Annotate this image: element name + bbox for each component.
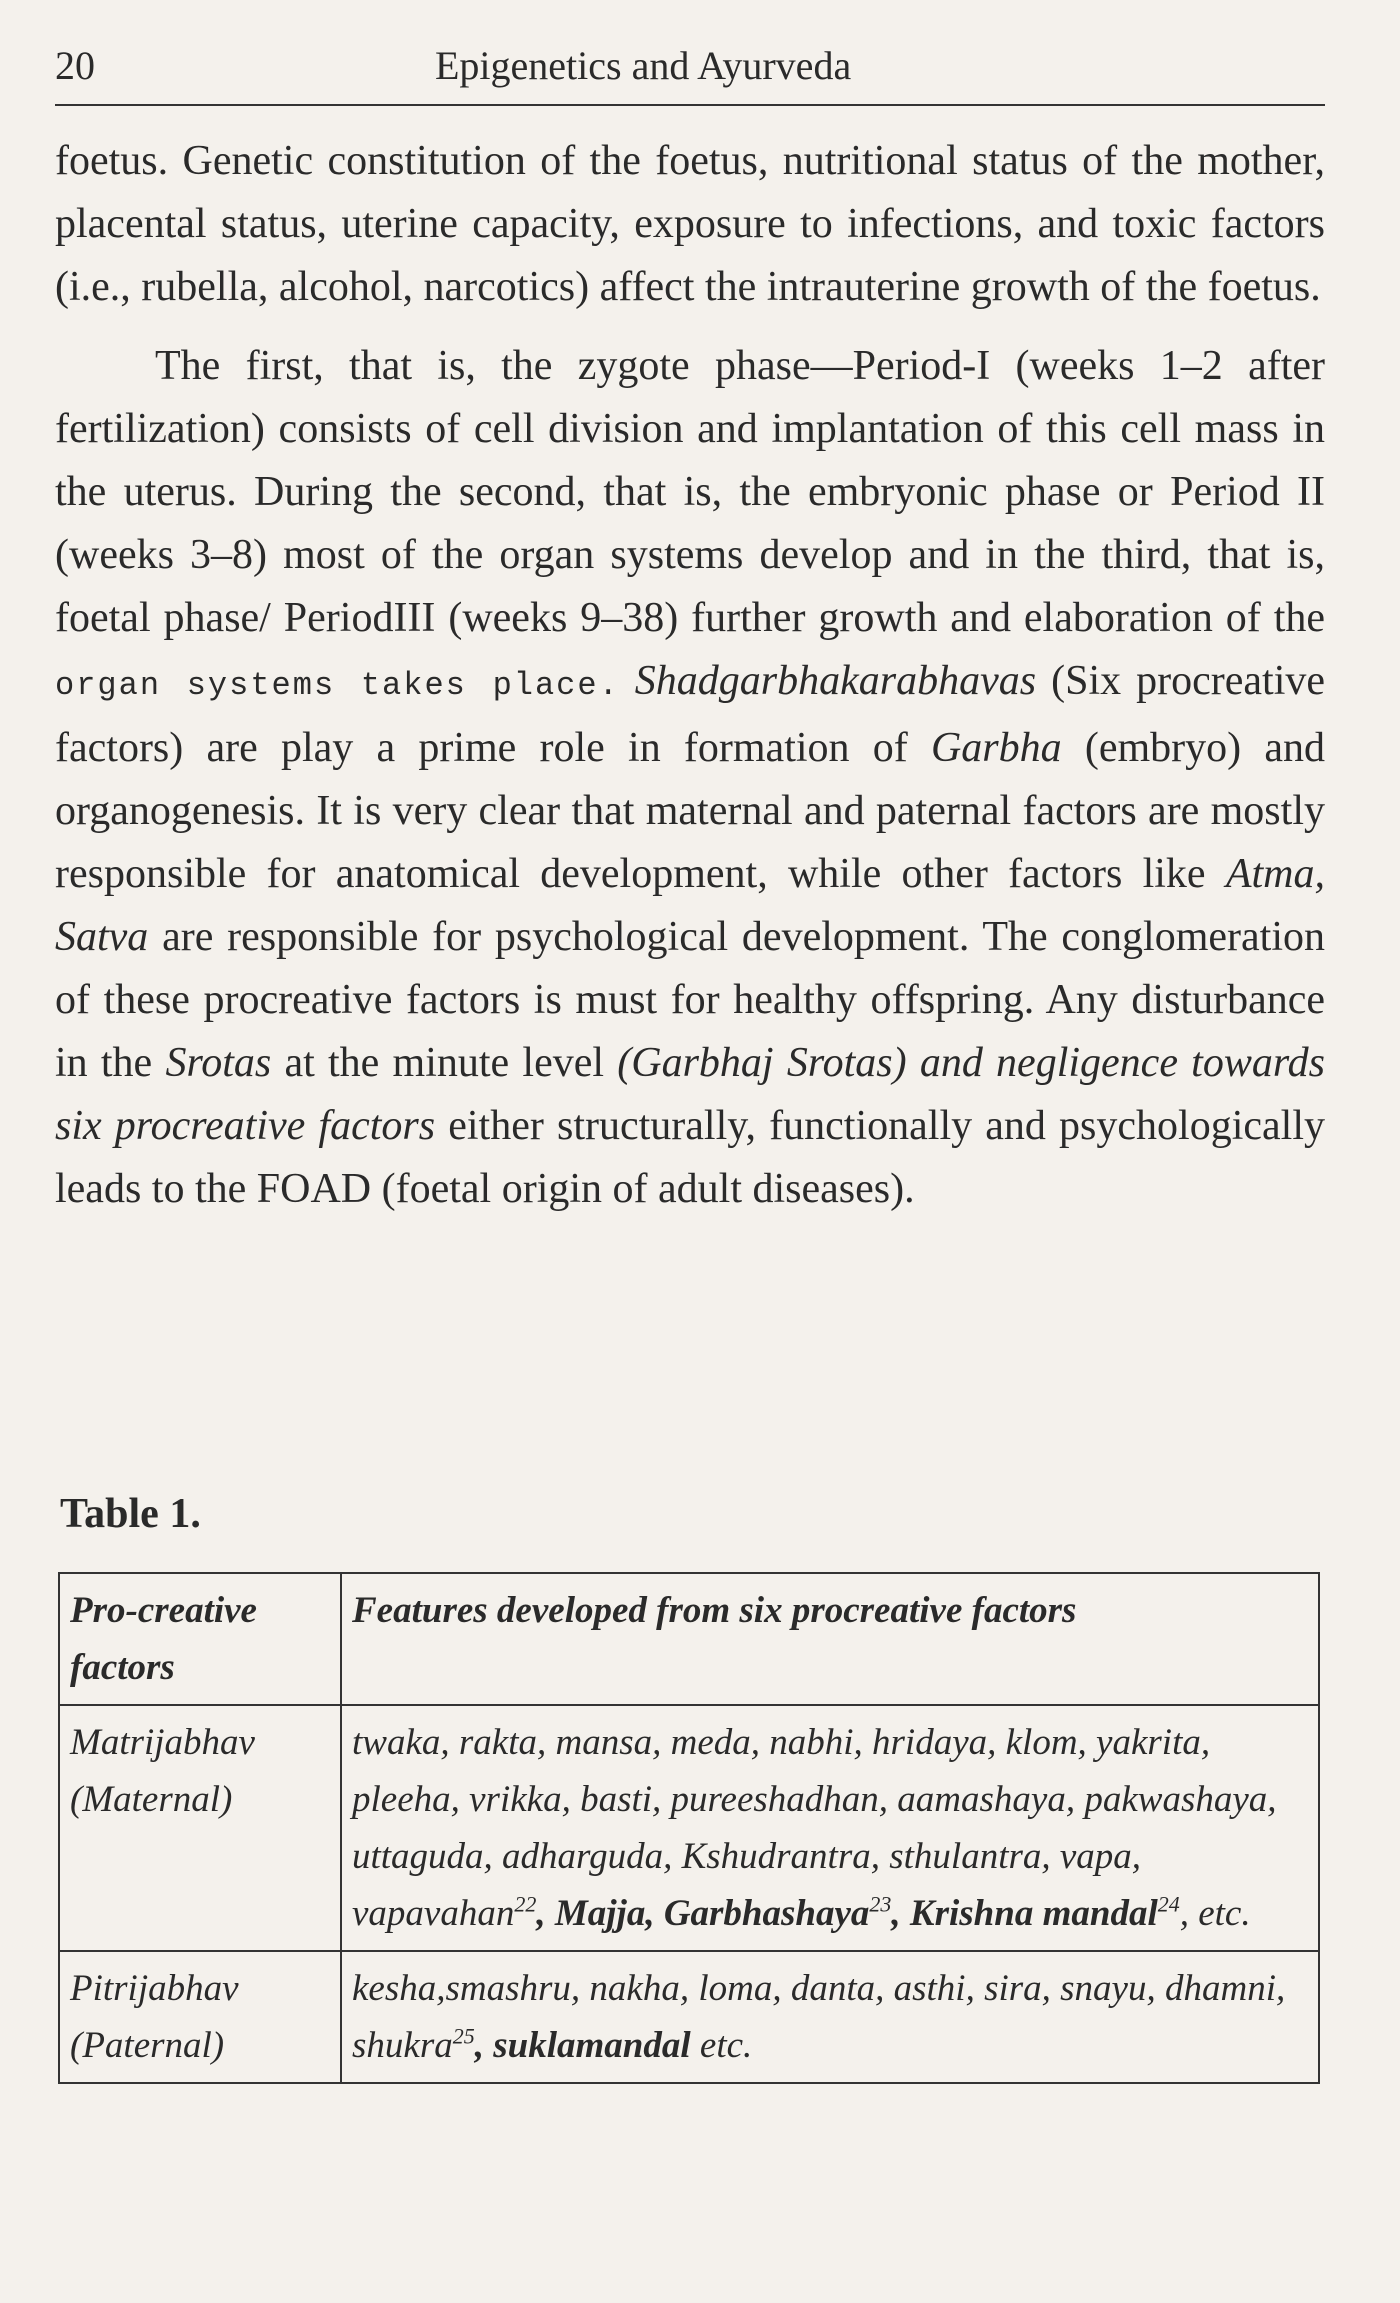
- table-label: Table 1.: [60, 1491, 201, 1537]
- bold-term: , suklamandal: [474, 2025, 691, 2066]
- table-row: [59, 1951, 1319, 2083]
- page-number: 20: [55, 43, 95, 88]
- paragraph-2: [55, 335, 1325, 1221]
- footnote-ref: 25: [452, 2023, 475, 2049]
- text-span: The first, that is, the zygote phase—Period-I (weeks 1–2 after fertilization) consists of cell division and implantation of this cell mass in the uterus. During the second, that is, the embryonic phase or Period II (weeks 3–8) most of the organ systems develop and in the third, that is, foetal phase/ PeriodIII (weeks 9–38) further growth and elaboration of the: [55, 343, 1325, 641]
- procreative-factors-table: [58, 1572, 1320, 2084]
- features-tail: , etc.: [1179, 1893, 1251, 1934]
- text-span-mono: organ systems takes place.: [55, 667, 620, 704]
- text-span: (embryo) and organogenesis. It is very clear that maternal and paternal factors are mostly responsible for anatomical development, while other factors like: [55, 725, 1325, 897]
- table-header-row: [59, 1573, 1319, 1705]
- factor-cell: [59, 1951, 341, 2083]
- italic-term: Srotas: [165, 1040, 272, 1086]
- table-row: [59, 1705, 1319, 1951]
- factor-sub: (Maternal): [70, 1779, 233, 1820]
- header-cell: Features developed from six procreative factors: [341, 1573, 1319, 1705]
- text-span: at the minute level: [271, 1040, 618, 1086]
- features-cell: [341, 1705, 1319, 1951]
- italic-term: (Garbhaj Srotas) and negligence towards six procreative factors: [55, 1040, 1325, 1149]
- footnote-ref: 23: [869, 1891, 892, 1917]
- footnote-ref: 24: [1157, 1891, 1180, 1917]
- running-title: Epigenetics and Ayurveda: [435, 43, 852, 88]
- paragraph-1: foetus. Genetic constitution of the foetus, nutritional status of the mother, placental status, uterine capacity, exposure to infections, and toxic factors (i.e., rubella, alcohol, narcotics) affect the intrauterine growth of the foetus.: [55, 138, 1325, 310]
- italic-term: Shadgarbhakarabhavas: [634, 658, 1037, 704]
- bold-term: , Krishna mandal: [891, 1893, 1158, 1934]
- factor-name: Pitrijabhav: [70, 1968, 239, 2009]
- factor-name: Matrijabhav: [70, 1722, 255, 1763]
- footnote-ref: 22: [514, 1891, 537, 1917]
- features-text: twaka, rakta, mansa, meda, nabhi, hridaya, klom, yakrita, pleeha, vrikka, basti, pureeshadhan, aamashaya, pakwashaya, uttaguda, adharguda, Kshudrantra, sthulantra, vapa, vapavahan: [352, 1722, 1277, 1934]
- body-text: [55, 130, 1325, 1221]
- factor-sub: (Paternal): [70, 2025, 225, 2066]
- text-span: are responsible for psychological development. The conglomeration of these procreative factors is must for healthy offspring. Any disturbance in the: [55, 914, 1325, 1086]
- text-span: (Six procreative factors) are play a prime role in formation of: [55, 658, 1325, 771]
- features-cell: [341, 1951, 1319, 2083]
- italic-term: Atma, Satva: [55, 851, 1325, 960]
- features-tail: etc.: [690, 2025, 753, 2066]
- header-cell: Pro-creative factors: [59, 1573, 341, 1705]
- italic-term: Garbha: [930, 725, 1062, 771]
- features-text: kesha,smashru, nakha, loma, danta, asthi, sira, snayu, dhamni, shukra: [352, 1968, 1286, 2066]
- bold-term: , Majja, Garbhashaya: [536, 1893, 870, 1934]
- text-span: either structurally, functionally and psychologically leads to the FOAD (foetal origin of adult diseases).: [55, 1103, 1325, 1212]
- page-header: [55, 42, 1325, 106]
- factor-cell: [59, 1705, 341, 1951]
